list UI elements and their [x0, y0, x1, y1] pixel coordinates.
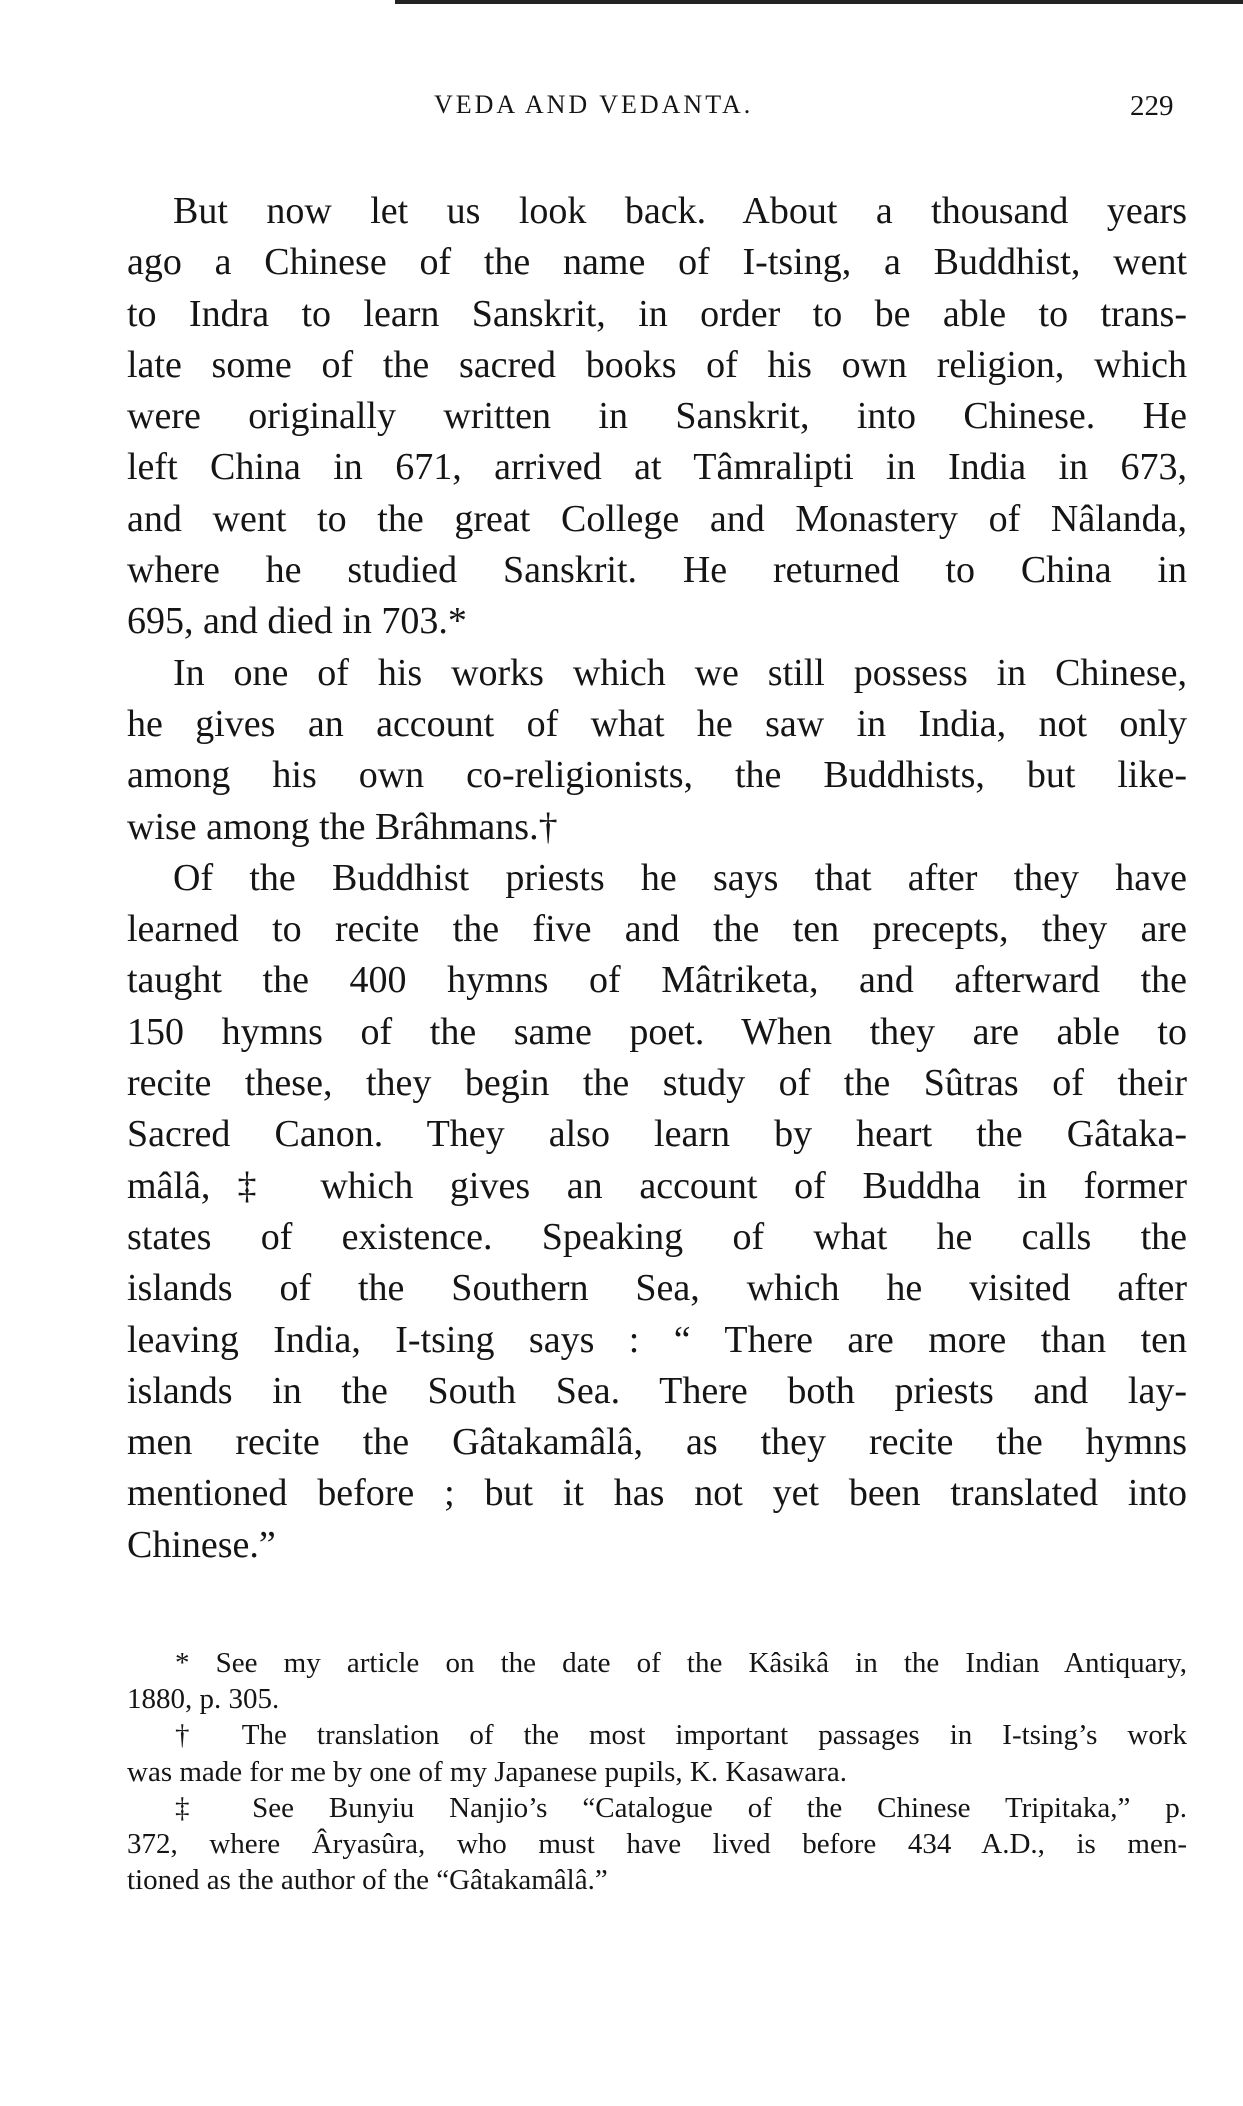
footnote-line: 372, where Âryasûra, who must have lived before 434 A.D., is men- [127, 1827, 1187, 1860]
text-line: he gives an account of what he saw in India, not only [127, 702, 1187, 745]
text-line: ago a Chinese of the name of I-tsing, a Buddhist, went [127, 241, 1187, 284]
paragraph-2 [127, 648, 1187, 853]
footnote-line: 1880, p. 305. [127, 1683, 280, 1716]
text-line: late some of the sacred books of his own religion, which [127, 343, 1187, 386]
footnote-line: † The translation of the most important passages in I-tsing’s work [175, 1719, 1187, 1752]
text-line: But now let us look back. About a thousand years [173, 190, 1187, 232]
paragraph-1 [127, 186, 1187, 648]
text-line: were originally written in Sanskrit, into Chinese. He [127, 395, 1187, 438]
text-line: taught the 400 hymns of Mâtriketa, and afterward the [127, 959, 1187, 1002]
running-head-title: VEDA AND VEDANTA. [434, 90, 754, 119]
text-line: 695, and died in 703.* [127, 600, 467, 643]
text-line: 150 hymns of the same poet. When they are able to [127, 1010, 1187, 1053]
text-line: Sacred Canon. They also learn by heart the Gâtaka- [127, 1113, 1187, 1156]
text-line: Of the Buddhist priests he says that after they have [173, 856, 1187, 899]
text-line: Chinese.” [127, 1523, 276, 1566]
text-line: leaving India, I-tsing says : “ There are more than ten [127, 1318, 1187, 1361]
footnote-line: tioned as the author of the “Gâtakamâlâ.” [127, 1864, 608, 1897]
footnotes [127, 1645, 1187, 1898]
text-line: and went to the great College and Monastery of Nâlanda, [127, 497, 1187, 540]
footnote-double-dagger [127, 1790, 1187, 1899]
paragraph-3 [127, 853, 1187, 1571]
text-line: men recite the Gâtakamâlâ, as they recite the hymns [127, 1421, 1187, 1464]
text-line: to Indra to learn Sanskrit, in order to be able to trans- [127, 292, 1187, 335]
text-line: recite these, they begin the study of the Sûtras of their [127, 1062, 1187, 1105]
text-line: islands in the South Sea. There both priests and lay- [127, 1369, 1187, 1412]
text-line: mentioned before ; but it has not yet been translated into [127, 1472, 1187, 1515]
footnote-line: * See my article on the date of the Kâsikâ in the Indian Antiquary, [175, 1647, 1187, 1679]
body-text [127, 186, 1187, 1571]
text-line: among his own co-religionists, the Buddhists, but like- [127, 754, 1187, 797]
footnote-asterisk [127, 1645, 1187, 1717]
page-number: 229 [1130, 90, 1174, 122]
text-line: islands of the Southern Sea, which he visited after [127, 1267, 1187, 1310]
text-line: mâlâ,‡ which gives an account of Buddha in former [127, 1164, 1187, 1207]
running-head [0, 90, 1243, 130]
footnote-line: ‡ See Bunyiu Nanjio’s “Catalogue of the Chinese Tripitaka,” p. [175, 1791, 1187, 1824]
text-line: wise among the Brâhmans.† [127, 805, 558, 848]
top-rule [395, 0, 1243, 4]
footnote-line: was made for me by one of my Japanese pupils, K. Kasawara. [127, 1755, 847, 1788]
text-line: In one of his works which we still possess in Chinese, [173, 651, 1187, 694]
text-line: states of existence. Speaking of what he calls the [127, 1215, 1187, 1258]
text-line: learned to recite the five and the ten precepts, they are [127, 908, 1187, 951]
text-line: where he studied Sanskrit. He returned to China in [127, 549, 1187, 592]
footnote-dagger [127, 1717, 1187, 1789]
text-line: left China in 671, arrived at Tâmralipti in India in 673, [127, 446, 1187, 489]
